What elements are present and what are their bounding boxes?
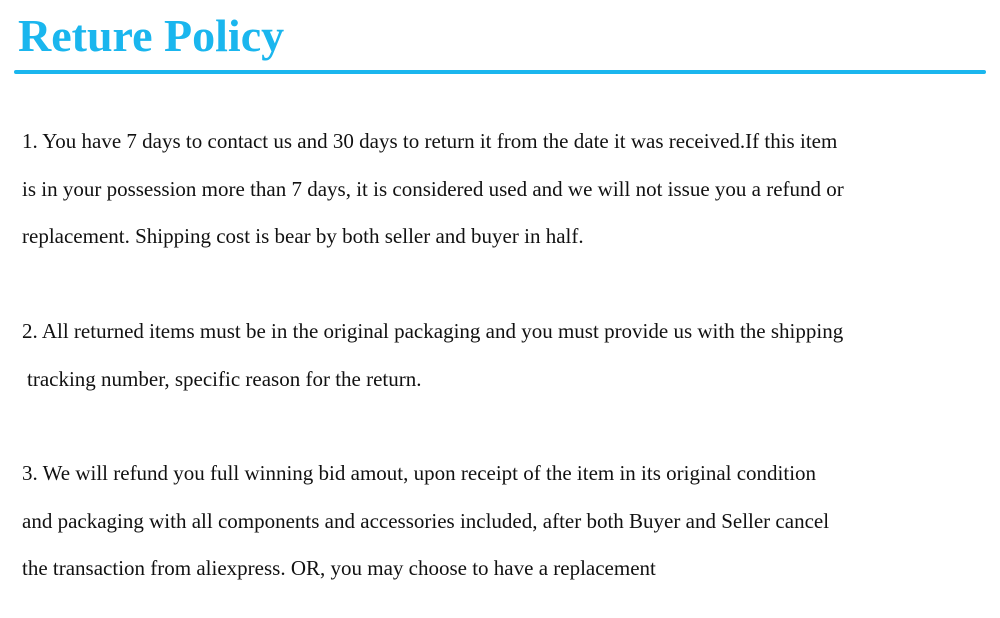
- policy-item-2-line-2: tracking number, specific reason for the return.: [27, 366, 422, 391]
- policy-item-1: [22, 118, 990, 261]
- policy-item-1-line-1: 1. You have 7 days to contact us and 30 days to return it from the date it was received.If this item: [22, 129, 838, 153]
- policy-item-2-line-1: 2. All returned items must be in the original packaging and you must provide us with the shipping: [22, 319, 844, 343]
- policy-item-3: [22, 450, 990, 593]
- policy-item-3-line-3: the transaction from aliexpress. OR, you may choose to have a replacement: [22, 556, 656, 580]
- title-underline-divider: [14, 70, 986, 74]
- policy-item-3-line-1: 3. We will refund you full winning bid amout, upon receipt of the item in its original condition: [22, 461, 817, 485]
- policy-item-2: [22, 308, 990, 403]
- policy-item-1-line-3: replacement. Shipping cost is bear by both seller and buyer in half.: [22, 224, 584, 248]
- policy-item-3-line-2: and packaging with all components and accessories included, after both Buyer and Seller cancel: [22, 508, 830, 533]
- page-title: Reture Policy: [18, 10, 285, 61]
- policy-item-1-line-2: is in your possession more than 7 days, it is considered used and we will not issue you a refund or: [22, 176, 844, 201]
